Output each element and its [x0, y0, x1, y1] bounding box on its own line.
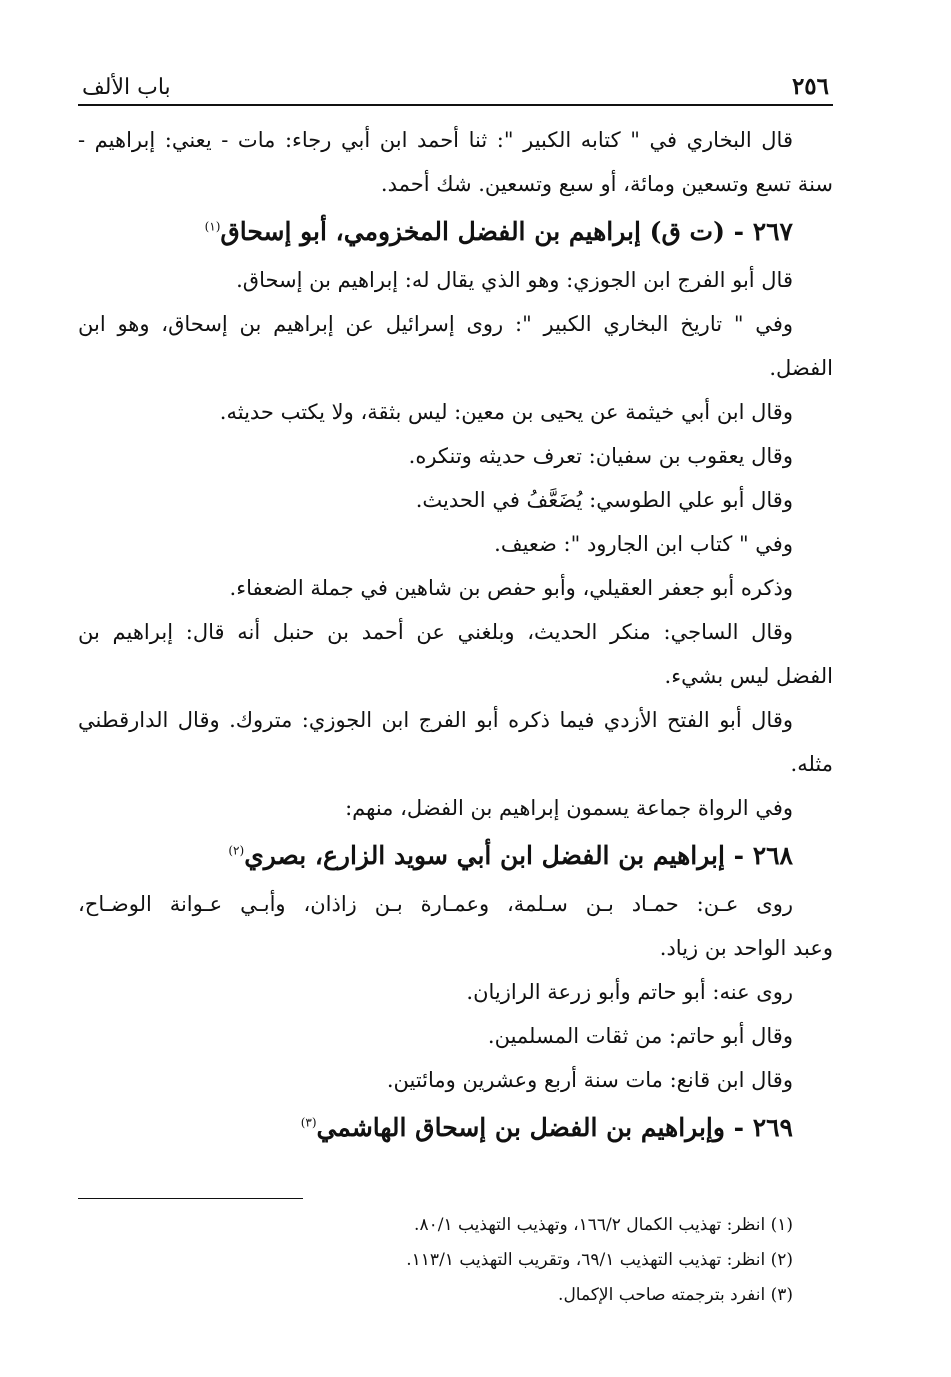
- text-line: روى عـن: حمـاد بـن سـلمة، وعمـارة بـن زاذان، وأبـي عـوانة الوضـاح،: [78, 892, 793, 916]
- text-line: روى عنه: أبو حاتم وأبو زرعة الرازيان.: [466, 980, 793, 1004]
- text-line: الفضل ليس بشيء.: [664, 664, 833, 688]
- text-line: الفضل.: [769, 356, 833, 380]
- page-number: ٢٥٦: [791, 73, 829, 100]
- text-line: مثله.: [790, 752, 833, 776]
- footnotes: [78, 1208, 833, 1313]
- text-line: سنة تسع وتسعين ومائة، أو سبع وتسعين. شك أحمد.: [380, 172, 833, 196]
- text-line: وقال ابن قانع: مات سنة أربع وعشرين ومائتين.: [386, 1068, 793, 1092]
- footnote-ref: (٣): [300, 1115, 317, 1130]
- main-text: [78, 106, 833, 1154]
- text-line: وفي الرواة جماعة يسمون إبراهيم بن الفضل، منهم:: [345, 796, 793, 820]
- entry-heading-268: [78, 830, 833, 882]
- entry-heading-text: ٢٦٩ - وإبراهيم بن الفضل بن إسحاق الهاشمي: [316, 1113, 793, 1142]
- text-line: وقال أبو الفتح الأزدي فيما ذكره أبو الفرج ابن الجوزي: متروك. وقال الدارقطني: [78, 708, 793, 732]
- chapter-title: باب الألف: [82, 75, 171, 100]
- text-line: وقال أبو علي الطوسي: يُضَعَّفُ في الحديث.: [415, 488, 793, 512]
- entry-heading-text: ٢٦٨ - إبراهيم بن الفضل ابن أبي سويد الزارع، بصري: [244, 841, 793, 870]
- page: [78, 56, 833, 1305]
- entry-heading-267: [78, 206, 833, 258]
- text-line: وفي " تاريخ البخاري الكبير ": روى إسرائيل عن إبراهيم بن إسحاق، وهو ابن: [78, 312, 793, 336]
- text-line: وعبد الواحد بن زياد.: [659, 936, 833, 960]
- text-line: قال أبو الفرج ابن الجوزي: وهو الذي يقال له: إبراهيم بن إسحاق.: [236, 268, 793, 292]
- text-line: وقال ابن أبي خيثمة عن يحيى بن معين: ليس بثقة، ولا يكتب حديثه.: [219, 400, 793, 424]
- text-line: وقال يعقوب بن سفيان: تعرف حديثه وتنكره.: [408, 444, 793, 468]
- text-line: وذكره أبو جعفر العقيلي، وأبو حفص بن شاهين في جملة الضعفاء.: [229, 576, 793, 600]
- text-line: قال البخاري في " كتابه الكبير ": ثنا أحمد ابن أبي رجاء: مات - يعني: إبراهيم -: [78, 128, 793, 152]
- footnote-ref: (١): [204, 219, 221, 234]
- footnote-3: (٣) انفرد بترجمته صاحب الإكمال.: [558, 1285, 793, 1305]
- entry-heading-269: [78, 1102, 833, 1154]
- footnote-1: (١) انظر: تهذيب الكمال ١٦٦/٢، وتهذيب التهذيب ٨٠/١.: [414, 1215, 793, 1235]
- footnote-2: (٢) انظر: تهذيب التهذيب ٦٩/١، وتقريب التهذيب ١١٣/١.: [406, 1250, 793, 1270]
- text-line: وقال أبو حاتم: من ثقات المسلمين.: [487, 1024, 793, 1048]
- entry-heading-text: ٢٦٧ - (ت ق) إبراهيم بن الفضل المخزومي، أبو إسحاق: [220, 217, 793, 246]
- running-header: [78, 56, 833, 106]
- text-line: وفي " كتاب ابن الجارود ": ضعيف.: [494, 532, 793, 556]
- text-line: وقال الساجي: منكر الحديث، وبلغني عن أحمد بن حنبل أنه قال: إبراهيم بن: [78, 620, 793, 644]
- footnote-ref: (٢): [228, 843, 245, 858]
- footnote-divider: [78, 1198, 303, 1199]
